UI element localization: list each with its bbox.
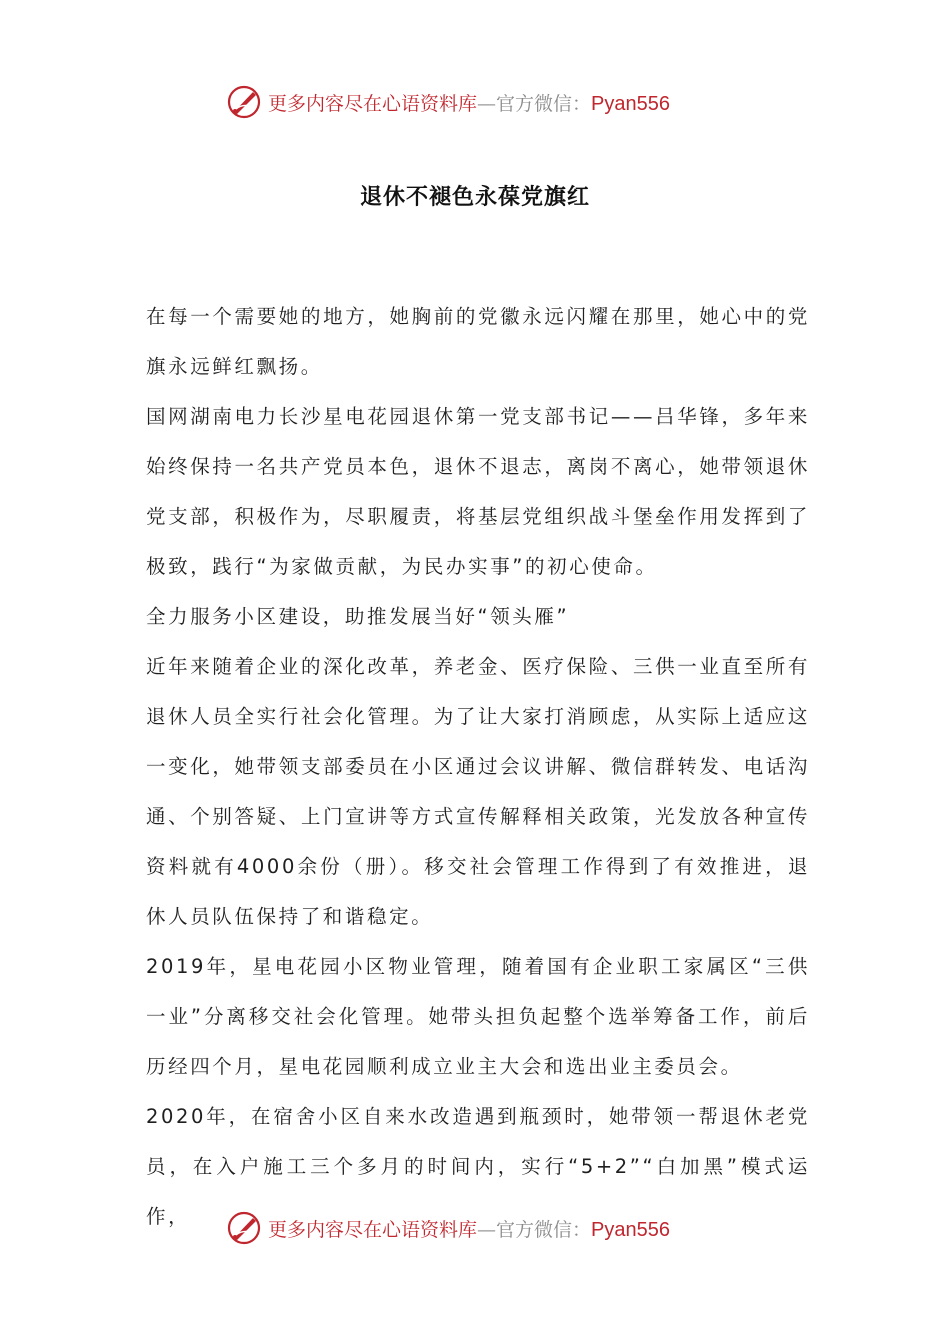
document-body xyxy=(146,292,810,1242)
quill-pen-icon xyxy=(226,1210,262,1246)
watermark-wechat-label: 官方微信： xyxy=(496,92,592,115)
paragraph: 2020年，在宿舍小区自来水改造遇到瓶颈时，她带领一帮退休老党员，在入户施工三个多月的时间内，实行“5+2”“白加黑”模式运作， xyxy=(146,1105,810,1228)
watermark-wechat-id: Pyan556 xyxy=(591,1218,670,1241)
watermark-dash: — xyxy=(477,1218,497,1241)
watermark-text xyxy=(268,89,670,116)
watermark-header xyxy=(226,82,726,122)
paragraph: 在每一个需要她的地方，她胸前的党徽永远闪耀在那里，她心中的党旗永远鲜红飘扬。 xyxy=(146,305,810,378)
paragraph: 国网湖南电力长沙星电花园退休第一党支部书记——吕华锋，多年来始终保持一名共产党员本色，退休不退志，离岗不离心，她带领退休党支部，积极作为，尽职履责，将基层党组织战斗堡垒作用发挥到了极致，践行“为家做贡献，为民办实事”的初心使命。 xyxy=(146,405,810,578)
watermark-dash: — xyxy=(477,92,497,115)
paragraph: 近年来随着企业的深化改革，养老金、医疗保险、三供一业直至所有退休人员全实行社会化管理。为了让大家打消顾虑，从实际上适应这一变化，她带领支部委员在小区通过会议讲解、微信群转发、电话沟通、个别答疑、上门宣讲等方式宣传解释相关政策，光发放各种宣传资料就有4000余份（册）。移交社会管理工作得到了有效推进，退休人员队伍保持了和谐稳定。 xyxy=(146,655,810,928)
document-title: 退休不褪色永葆党旗红 xyxy=(359,185,590,210)
watermark-wechat-id: Pyan556 xyxy=(591,92,670,115)
watermark-brand: 更多内容尽在心语资料库 xyxy=(268,1218,478,1241)
watermark-wechat-label: 官方微信： xyxy=(496,1218,592,1241)
watermark-brand: 更多内容尽在心语资料库 xyxy=(268,92,478,115)
section-heading: 全力服务小区建设，助推发展当好“领头雁” xyxy=(146,605,570,628)
paragraph: 2019年，星电花园小区物业管理，随着国有企业职工家属区“三供一业”分离移交社会化管理。她带头担负起整个选举筹备工作，前后历经四个月，星电花园顺利成立业主大会和选出业主委员会。 xyxy=(146,955,810,1078)
watermark-text xyxy=(268,1215,670,1242)
watermark-footer xyxy=(226,1208,726,1248)
quill-pen-icon xyxy=(226,84,262,120)
